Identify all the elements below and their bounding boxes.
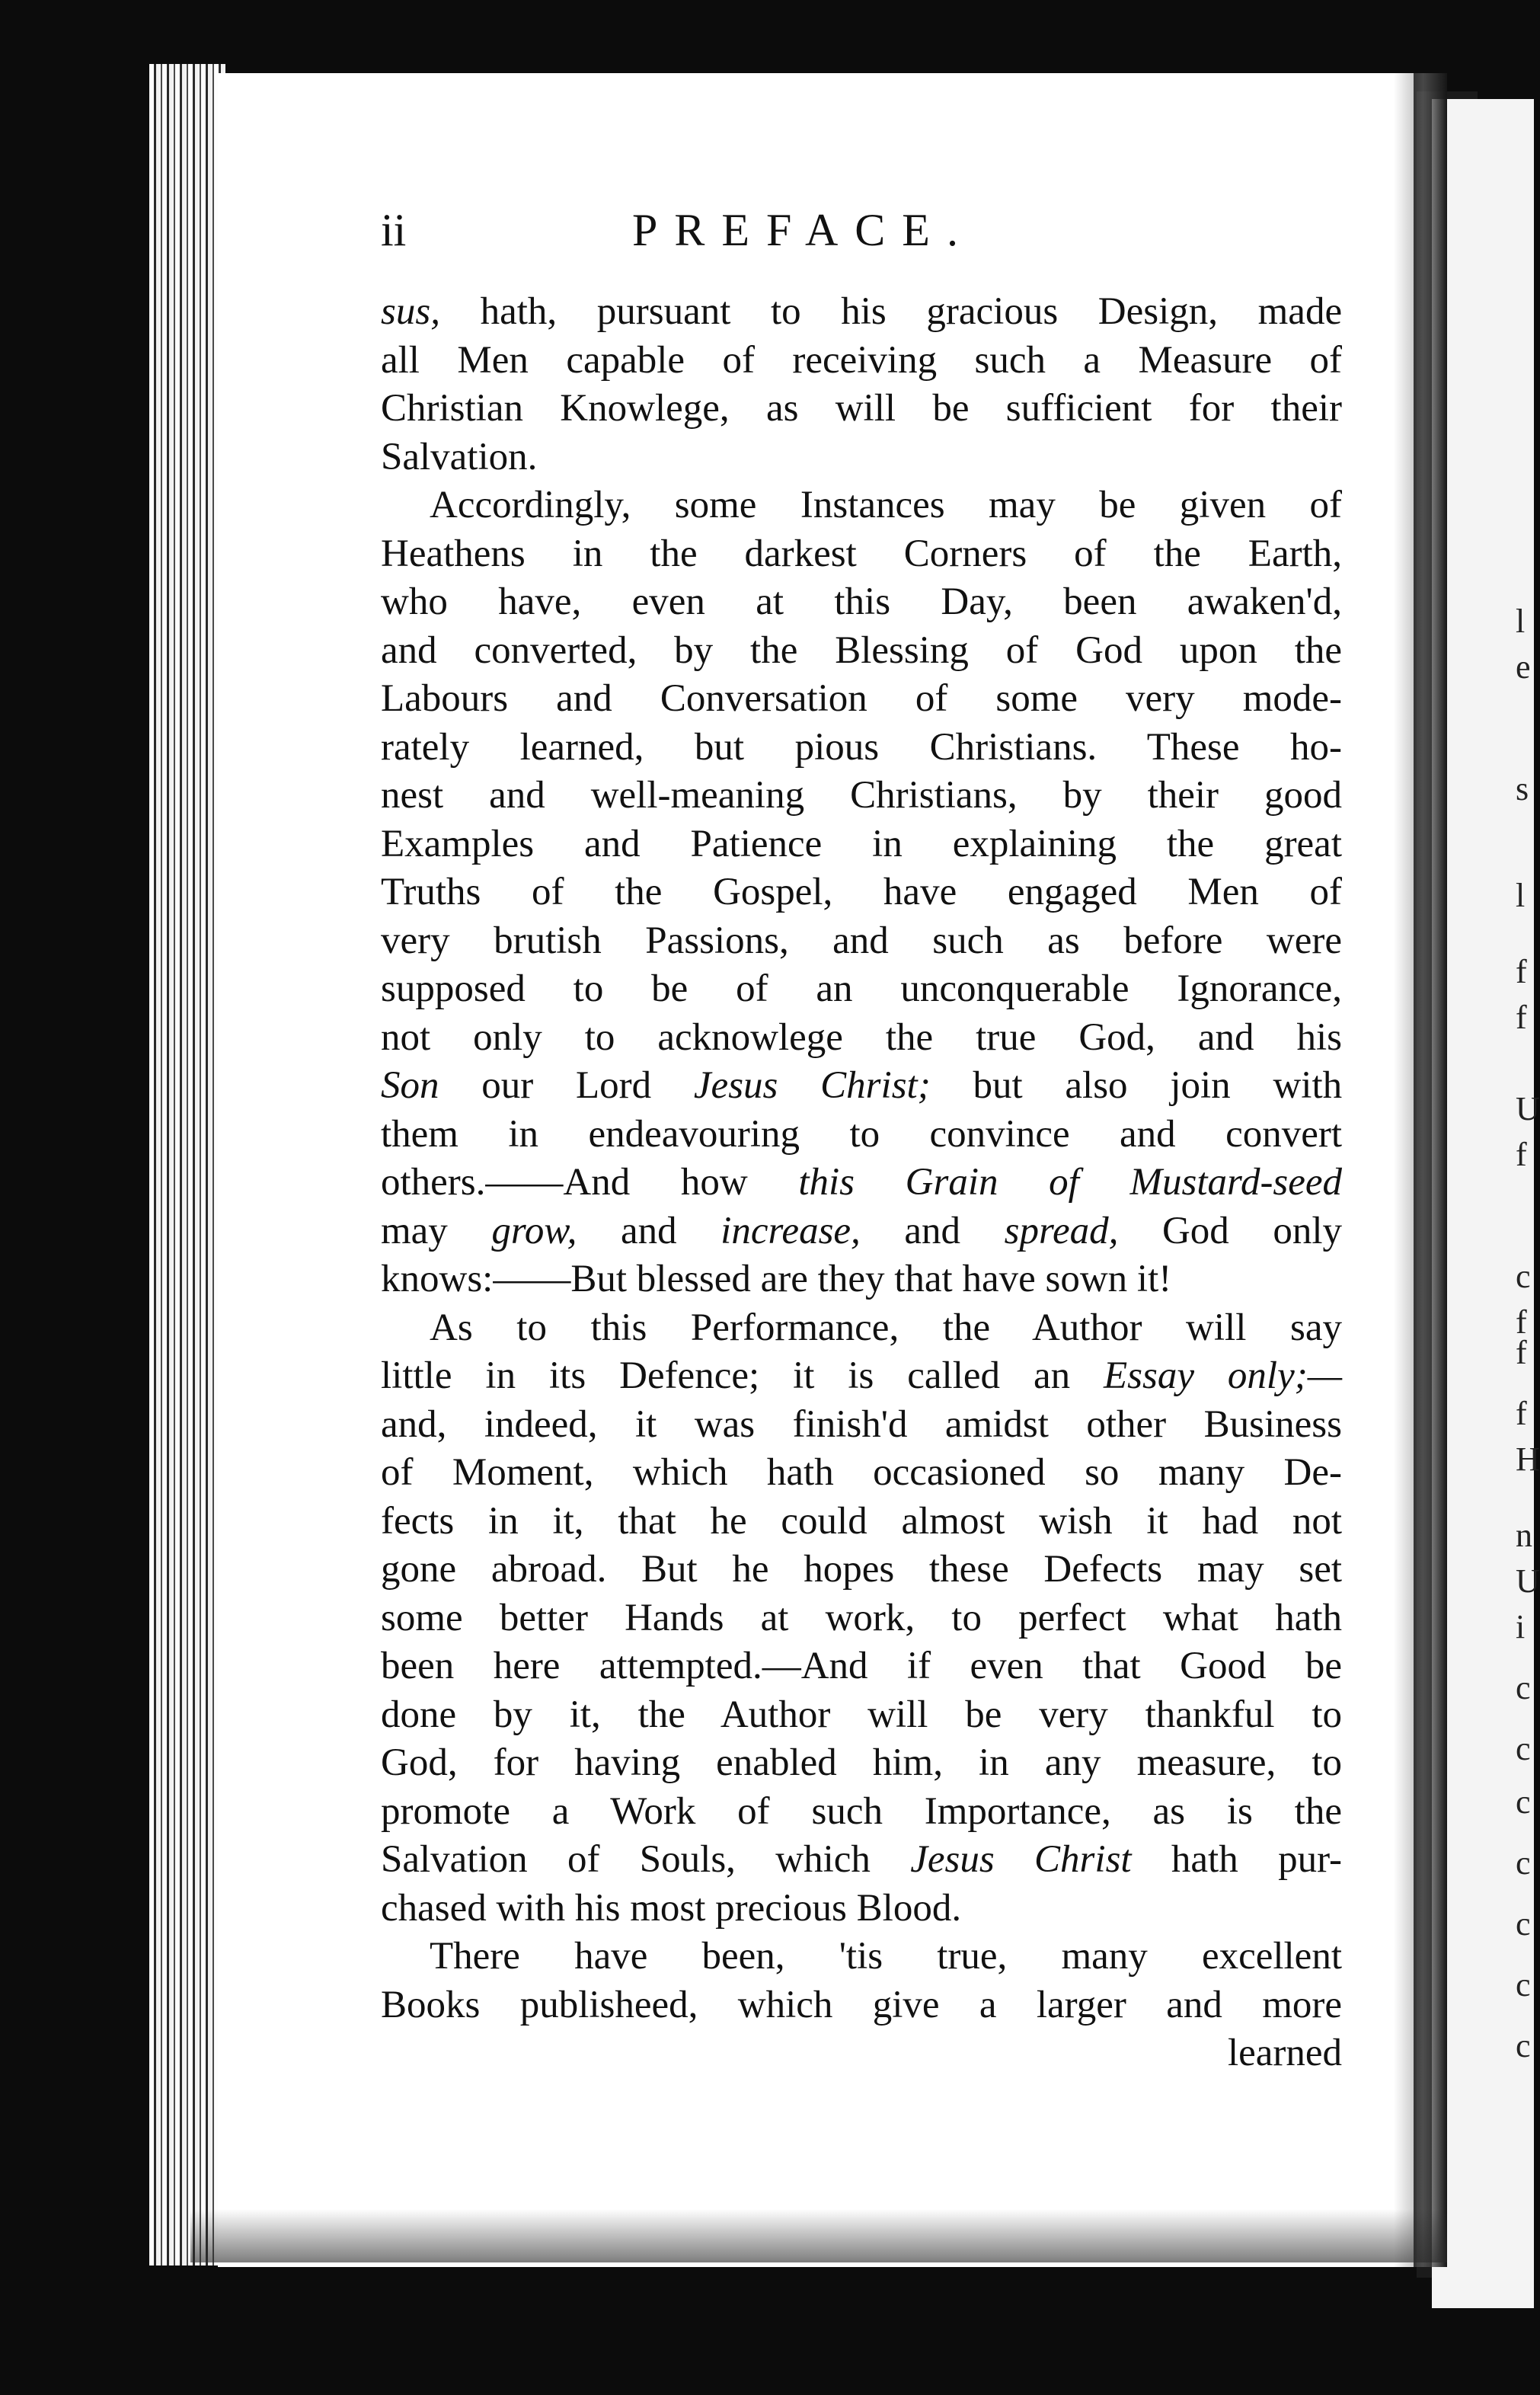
- facing-page-letter: c: [1516, 2027, 1531, 2064]
- text-line: fects in it, that he could almost wish it had not: [381, 1499, 1342, 1543]
- text-line: not only to acknowlege the true God, and his: [381, 1015, 1342, 1059]
- facing-page-letter: e: [1516, 648, 1531, 686]
- facing-page-letter: f: [1516, 1303, 1527, 1341]
- text-line: of Moment, which hath occasioned so many De-: [381, 1451, 1342, 1494]
- text-line: Labours and Conversation of some very mode-: [381, 677, 1342, 720]
- text-line: others.——And how this Grain of Mustard-seed: [381, 1161, 1343, 1204]
- text-line: been here attempted.—And if even that Good be: [381, 1645, 1342, 1687]
- body-text: [381, 288, 1342, 2078]
- text-line: and converted, by the Blessing of God upon the: [381, 628, 1342, 672]
- text-line: Christian Knowlege, as will be sufficient for their: [381, 387, 1342, 430]
- facing-page-letter: f: [1516, 1395, 1527, 1432]
- facing-page-letter: c: [1516, 1730, 1531, 1767]
- facing-page-letter: c: [1516, 1783, 1531, 1821]
- facing-page-letter: c: [1516, 1966, 1531, 2003]
- facing-page-edge: [1432, 99, 1540, 2308]
- text-line: rately learned, but pious Christians. These ho-: [381, 725, 1342, 769]
- text-line: Truths of the Gospel, have engaged Men of: [381, 871, 1342, 913]
- page-header: [381, 204, 1342, 265]
- text-line: learned: [1227, 2032, 1342, 2074]
- facing-page-letter: c: [1516, 1669, 1531, 1706]
- facing-page-letter: f: [1516, 1136, 1527, 1173]
- facing-page-letter: l: [1516, 603, 1526, 640]
- facing-page-letter: U: [1516, 1090, 1540, 1127]
- text-line: Son our Lord Jesus Christ; but also join with: [381, 1064, 1343, 1107]
- facing-page-letter: n: [1516, 1517, 1532, 1554]
- text-line: little in its Defence; it is called an Essay only;—: [381, 1354, 1343, 1397]
- facing-page-letter: c: [1516, 1258, 1531, 1295]
- facing-page-letter: i: [1516, 1608, 1526, 1645]
- text-line: who have, even at this Day, been awaken'd,: [381, 580, 1342, 623]
- text-line: sus, hath, pursuant to his gracious Design, made: [381, 290, 1343, 333]
- text-line: Heathens in the darkest Corners of the Earth,: [381, 532, 1342, 575]
- facing-page-letter: l: [1516, 877, 1526, 914]
- facing-page-letter: H: [1516, 1441, 1540, 1478]
- text-line: Examples and Patience in explaining the great: [381, 822, 1342, 865]
- text-line: all Men capable of receiving such a Measure of: [381, 338, 1342, 382]
- text-line: As to this Performance, the Author will say: [430, 1306, 1342, 1349]
- facing-page-letter: U: [1516, 1562, 1540, 1600]
- text-line: and, indeed, it was finish'd amidst other Business: [381, 1402, 1342, 1446]
- text-line: may grow, and increase, and spread, God only: [381, 1209, 1343, 1252]
- text-line: some better Hands at work, to perfect what hath: [381, 1596, 1342, 1639]
- text-line: promote a Work of such Importance, as is the: [381, 1789, 1342, 1833]
- facing-page-letter: f: [1516, 953, 1527, 990]
- text-line: gone abroad. But he hopes these Defects may set: [381, 1548, 1342, 1591]
- text-line: them in endeavouring to convince and convert: [381, 1112, 1342, 1156]
- gutter-shadow: [1394, 73, 1447, 2267]
- text-line: Books publisheed, which give a larger and more: [381, 1983, 1342, 2026]
- page-number: ii: [381, 205, 407, 255]
- text-line: There have been, 'tis true, many excellent: [430, 1935, 1342, 1978]
- text-line: Salvation of Souls, which Jesus Christ hath pur-: [381, 1838, 1343, 1881]
- text-line: Accordingly, some Instances may be given of: [430, 484, 1342, 526]
- bottom-shadow: [190, 2209, 1447, 2262]
- text-line: Salvation.: [381, 435, 538, 478]
- text-line: nest and well-meaning Christians, by their good: [381, 774, 1342, 817]
- facing-page-letter: s: [1516, 770, 1529, 807]
- text-line: very brutish Passions, and such as before were: [381, 919, 1342, 962]
- text-line: done by it, the Author will be very thankful to: [381, 1693, 1342, 1736]
- text-line: supposed to be of an unconquerable Ignorance,: [381, 967, 1342, 1010]
- facing-page-letter: f: [1516, 1334, 1527, 1371]
- facing-page-letter: c: [1516, 1905, 1531, 1943]
- running-title: PREFACE.: [632, 205, 975, 255]
- page-stack-edges: [149, 64, 225, 2265]
- text-line: God, for having enabled him, in any measure, to: [381, 1741, 1342, 1784]
- text-line: knows:——But blessed are they that have sown it!: [381, 1258, 1172, 1300]
- facing-page-letter: c: [1516, 1844, 1531, 1882]
- facing-page-letter: f: [1516, 999, 1527, 1036]
- text-line: chased with his most precious Blood.: [381, 1886, 962, 1930]
